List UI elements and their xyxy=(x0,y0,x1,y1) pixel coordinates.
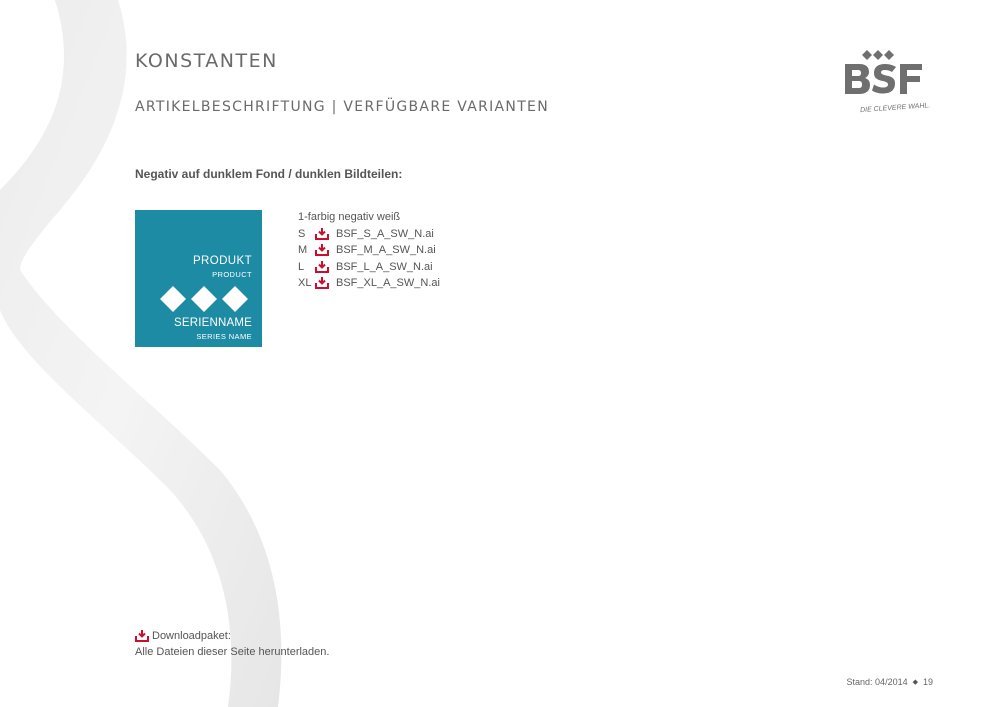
download-package-description: Alle Dateien dieser Seite herunterladen. xyxy=(135,646,330,658)
download-package xyxy=(135,628,329,660)
variant-size: L xyxy=(298,260,305,273)
download-package-label[interactable]: Downloadpaket: xyxy=(152,630,231,642)
label-produkt-text: PRODUKT xyxy=(192,255,252,267)
variant-row-xl xyxy=(298,275,440,292)
bsf-logo xyxy=(840,46,940,120)
page-number: 19 xyxy=(922,677,933,687)
variant-size: M xyxy=(298,244,308,256)
page-footer xyxy=(847,677,933,687)
download-icon[interactable] xyxy=(315,277,329,289)
download-icon[interactable] xyxy=(135,630,149,642)
page-subtitle: ARTIKELBESCHRIFTUNG | VERFÜGBARE VARIANTEN xyxy=(135,99,549,115)
variant-size: S xyxy=(298,227,306,240)
variant-file-link[interactable]: BSF_S_A_SW_N.ai xyxy=(336,227,434,240)
variants-list xyxy=(298,209,440,292)
label-product-text: PRODUCT xyxy=(212,270,252,279)
diamond-icons xyxy=(157,285,253,313)
diamond-bullet-icon: ◆ xyxy=(912,679,918,686)
variant-row-l xyxy=(298,259,440,276)
article-label-preview xyxy=(135,210,262,347)
variant-file-link[interactable]: BSF_XL_A_SW_N.ai xyxy=(336,277,440,289)
variant-size: XL xyxy=(298,277,312,289)
label-seriesname-text: SERIES NAME xyxy=(196,332,252,341)
variant-file-link[interactable]: BSF_L_A_SW_N.ai xyxy=(336,260,433,273)
variant-row-m xyxy=(298,242,440,259)
download-icon[interactable] xyxy=(315,228,329,240)
page-title: KONSTANTEN xyxy=(135,50,278,72)
download-icon[interactable] xyxy=(315,244,329,256)
variants-heading: 1-farbig negativ weiß xyxy=(298,211,401,223)
variant-row-s xyxy=(298,226,440,243)
section-heading: Negativ auf dunklem Fond / dunklen Bildteilen: xyxy=(135,167,403,181)
download-package-link[interactable] xyxy=(135,628,329,644)
download-icon[interactable] xyxy=(315,261,329,273)
footer-stand: Stand: 04/2014 xyxy=(846,677,908,687)
label-serienname-text: SERIENNAME xyxy=(173,317,252,329)
variant-file-link[interactable]: BSF_M_A_SW_N.ai xyxy=(336,244,436,256)
logo-tagline: DIE CLEVERE WAHL. xyxy=(859,102,931,115)
